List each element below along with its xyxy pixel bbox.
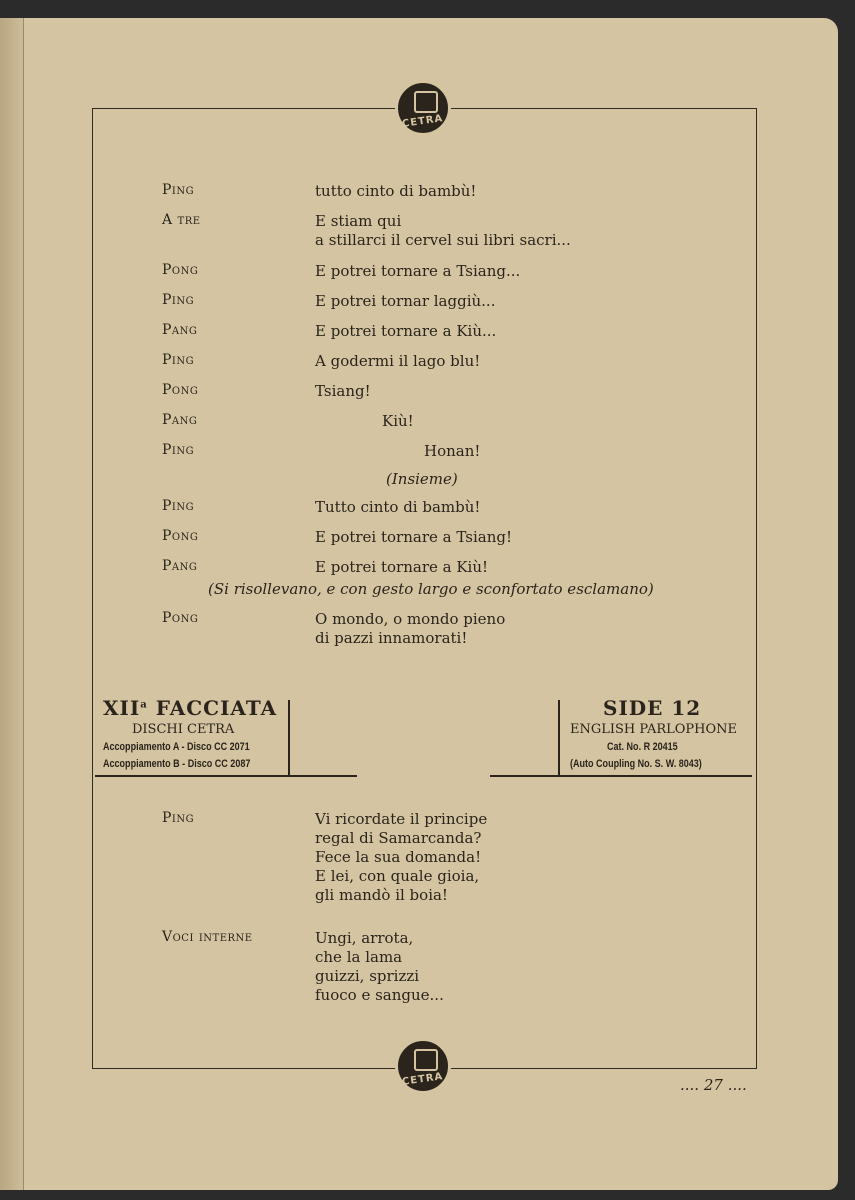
page-number: .... 27 .... — [680, 1076, 747, 1094]
speaker-label: A tre — [162, 212, 201, 228]
speaker-label: Ping — [162, 810, 195, 826]
divider-vertical-right — [558, 700, 560, 775]
lyric-line: E potrei tornare a Kiù! — [315, 558, 489, 576]
divider-horizontal-left — [95, 775, 357, 777]
lyric-line: Ungi, arrota, che la lama guizzi, sprizzi fuoco e sangue... — [315, 929, 444, 1004]
speaker-label: Pang — [162, 558, 198, 574]
catalog-number: Cat. No. R 20415 — [607, 741, 678, 753]
side-title: SIDE 12 — [603, 696, 702, 720]
facciata-title: XII$^a$ FACCIATA — [103, 696, 278, 720]
speaker-label: Ping — [162, 292, 195, 308]
speaker-label: Pong — [162, 610, 199, 626]
speaker-label: Pong — [162, 528, 199, 544]
lyric-line: E potrei tornare a Tsiang! — [315, 528, 512, 546]
lyric-line: Vi ricordate il principe regal di Samarcanda? Fece la sua domanda! E lei, con quale gioia, gli mandò il boia! — [315, 810, 488, 904]
stage-direction: (Si risollevano, e con gesto largo e sconfortato esclamano) — [208, 580, 654, 598]
lyric-line: E stiam qui a stillarci il cervel sui libri sacri... — [315, 212, 571, 249]
speaker-label: Ping — [162, 442, 195, 458]
lyric-line: E potrei tornar laggiù... — [315, 292, 496, 310]
lyric-line: E potrei tornare a Kiù... — [315, 322, 497, 340]
divider-horizontal-right — [490, 775, 752, 777]
speaker-label: Ping — [162, 182, 195, 198]
lyric-line: A godermi il lago blu! — [315, 352, 481, 370]
coupling-b: Accoppiamento B - Disco CC 2087 — [103, 758, 251, 770]
dischi-cetra-label: DISCHI CETRA — [132, 722, 235, 737]
speaker-label: Voci interne — [162, 929, 253, 945]
cetra-logo-icon: CETRA — [395, 80, 451, 136]
lyric-line: Honan! — [424, 442, 481, 460]
parlophone-label: ENGLISH PARLOPHONE — [570, 722, 738, 737]
cetra-logo-icon: CETRA — [395, 1038, 451, 1094]
lyric-line: Tsiang! — [315, 382, 371, 400]
lyric-line: E potrei tornare a Tsiang... — [315, 262, 521, 280]
divider-vertical-left — [288, 700, 290, 775]
stage-direction-insieme: (Insieme) — [386, 470, 458, 488]
coupling-a: Accoppiamento A - Disco CC 2071 — [103, 741, 250, 753]
spine-fold — [23, 18, 24, 1190]
speaker-label: Pang — [162, 412, 198, 428]
lyric-line: Kiù! — [382, 412, 414, 430]
speaker-label: Ping — [162, 352, 195, 368]
speaker-label: Pang — [162, 322, 198, 338]
lyric-line: tutto cinto di bambù! — [315, 182, 477, 200]
lyric-line: O mondo, o mondo pieno di pazzi innamorati! — [315, 610, 506, 647]
speaker-label: Pong — [162, 382, 199, 398]
page-spine — [0, 18, 24, 1190]
speaker-label: Pong — [162, 262, 199, 278]
auto-coupling: (Auto Coupling No. S. W. 8043) — [570, 758, 702, 770]
speaker-label: Ping — [162, 498, 195, 514]
lyric-line: Tutto cinto di bambù! — [315, 498, 481, 516]
